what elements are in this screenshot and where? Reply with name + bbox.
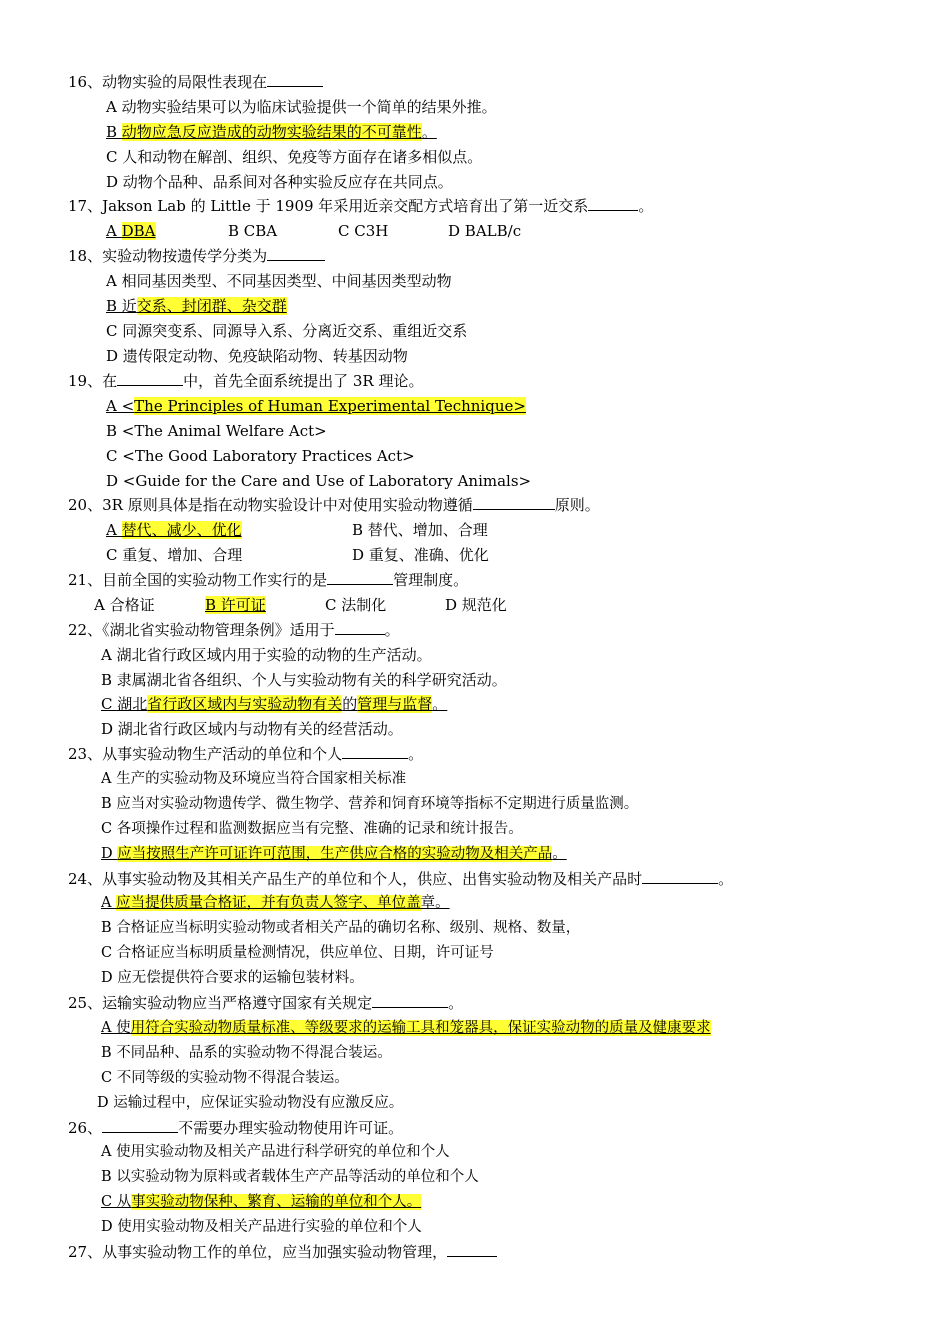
question-16 bbox=[68, 72, 323, 92]
q17-option-a: A DBA bbox=[106, 222, 156, 240]
highlighted-answer: DBA bbox=[121, 222, 156, 240]
answer-blank bbox=[102, 1118, 178, 1133]
question-stem: 18、实验动物按遗传学分类为 bbox=[68, 247, 268, 265]
q26-option-b: B 以实验动物为原料或者载体生产产品等活动的单位和个人 bbox=[101, 1169, 479, 1185]
q22-option-a: A 湖北省行政区域内用于实验的动物的生产活动。 bbox=[101, 646, 432, 664]
answer-blank bbox=[447, 1242, 497, 1257]
q16-option-b: B 动物应急反应造成的动物实验结果的不可靠性。 bbox=[106, 123, 437, 141]
q24-option-b: B 合格证应当标明实验动物或者相关产品的确切名称、级别、规格、数量， bbox=[101, 920, 581, 936]
q25-option-b: B 不同品种、品系的实验动物不得混合装运。 bbox=[101, 1045, 392, 1061]
question-18 bbox=[68, 246, 325, 266]
q19-option-b: B <The Animal Welfare Act> bbox=[106, 422, 327, 440]
q16-option-d: D 动物个品种、品系间对各种实验反应存在共同点。 bbox=[106, 173, 453, 191]
answer-blank bbox=[335, 620, 385, 635]
highlighted-answer: The Principles of Human Experimental Technique> bbox=[134, 397, 526, 415]
answer-blank bbox=[342, 744, 408, 759]
q21-option-a: A 合格证 bbox=[94, 596, 155, 614]
q16-option-a: A 动物实验结果可以为临床试验提供一个简单的结果外推。 bbox=[106, 98, 497, 116]
q19-option-d: D <Guide for the Care and Use of Laboratory Animals> bbox=[106, 472, 532, 490]
highlighted-answer: 省行政区域内与实验动物有关 bbox=[147, 695, 343, 713]
q20-option-b: B 替代、增加、合理 bbox=[352, 521, 488, 539]
question-stem: 17、Jakson Lab 的 Little 于 1909 年采用近亲交配方式培育出了第一近交系 bbox=[68, 197, 589, 215]
q17-option-d: D BALB/c bbox=[448, 222, 522, 240]
highlighted-answer: 替代、减少、优化 bbox=[121, 521, 242, 539]
q19-option-a: A <The Principles of Human Experimental Technique> bbox=[106, 397, 526, 415]
question-24: 24、从事实验动物及其相关产品生产的单位和个人，供应、出售实验动物及相关产品时 。 bbox=[68, 870, 734, 888]
q16-option-c: C 人和动物在解剖、组织、免疫等方面存在诸多相似点。 bbox=[106, 148, 483, 166]
answer-blank bbox=[267, 72, 323, 87]
q26-option-c: C 从事实验动物保种、繁育、运输的单位和个人。 bbox=[101, 1194, 422, 1210]
q25-option-a: A 使用符合实验动物质量标准、等级要求的运输工具和笼器具，保证实验动物的质量及健康要求 bbox=[101, 1020, 711, 1036]
question-26: 26、 不需要办理实验动物使用许可证。 bbox=[68, 1119, 404, 1137]
highlighted-answer: 应当按照生产许可证许可范围，生产供应合格的实验动物及相关产品 bbox=[117, 846, 553, 862]
q26-option-a: A 使用实验动物及相关产品进行科学研究的单位和个人 bbox=[101, 1144, 450, 1160]
q23-option-a: A 生产的实验动物及环境应当符合国家相关标准 bbox=[101, 771, 407, 787]
q25-option-c: C 不同等级的实验动物不得混合装运。 bbox=[101, 1070, 349, 1086]
highlighted-answer: B 许可证 bbox=[205, 596, 266, 614]
highlighted-answer: 事实验动物保种、繁育、运输的单位和个人。 bbox=[131, 1194, 422, 1210]
answer-blank bbox=[473, 495, 555, 510]
q22-option-d: D 湖北省行政区域内与动物有关的经营活动。 bbox=[101, 720, 403, 738]
answer-blank bbox=[117, 371, 183, 386]
q22-option-b: B 隶属湖北省各组织、个人与实验动物有关的科学研究活动。 bbox=[101, 671, 507, 689]
q20-option-c: C 重复、增加、合理 bbox=[106, 546, 243, 564]
answer-blank bbox=[372, 993, 448, 1008]
q23-option-c: C 各项操作过程和监测数据应当有完整、准确的记录和统计报告。 bbox=[101, 821, 523, 837]
question-17: 17、Jakson Lab 的 Little 于 1909 年采用近亲交配方式培育出了第一近交系 。 bbox=[68, 197, 654, 215]
question-stem: 16、动物实验的局限性表现在 bbox=[68, 73, 268, 91]
q18-option-c: C 同源突变系、同源导入系、分离近交系、重组近交系 bbox=[106, 322, 468, 340]
question-22: 22、《湖北省实验动物管理条例》适用于 。 bbox=[68, 621, 400, 639]
question-19: 19、在 中，首先全面系统提出了 3R 理论。 bbox=[68, 372, 424, 390]
question-23: 23、从事实验动物生产活动的单位和个人 。 bbox=[68, 745, 424, 763]
q19-option-c: C <The Good Laboratory Practices Act> bbox=[106, 447, 415, 465]
q24-option-c: C 合格证应当标明质量检测情况，供应单位、日期，许可证号 bbox=[101, 945, 494, 961]
question-20: 20、3R 原则具体是指在动物实验设计中对使用实验动物遵循 原则。 bbox=[68, 496, 600, 514]
highlighted-answer: 应当提供质量合格证，并有负责人签字、单位盖 bbox=[116, 895, 421, 911]
q17-option-c: C C3H bbox=[338, 222, 389, 240]
q21-option-c: C 法制化 bbox=[325, 596, 387, 614]
q25-option-d: D 运输过程中，应保证实验动物没有应激反应。 bbox=[97, 1095, 404, 1111]
q26-option-d: D 使用实验动物及相关产品进行实验的单位和个人 bbox=[101, 1219, 422, 1235]
question-21: 21、目前全国的实验动物工作实行的是 管理制度。 bbox=[68, 571, 469, 589]
q18-option-d: D 遗传限定动物、免疫缺陷动物、转基因动物 bbox=[106, 347, 408, 365]
answer-blank bbox=[327, 570, 393, 585]
question-27: 27、从事实验动物工作的单位，应当加强实验动物管理， bbox=[68, 1242, 497, 1262]
q23-option-b: B 应当对实验动物遗传学、微生物学、营养和饲育环境等指标不定期进行质量监测。 bbox=[101, 796, 639, 812]
q23-option-d: D 应当按照生产许可证许可范围，生产供应合格的实验动物及相关产品。 bbox=[101, 846, 567, 862]
answer-blank bbox=[642, 869, 718, 884]
highlighted-answer: 动物应急反应造成的动物实验结果的不可靠性 bbox=[121, 123, 422, 141]
q24-option-d: D 应无偿提供符合要求的运输包装材料。 bbox=[101, 970, 364, 986]
q20-option-a: A 替代、减少、优化 bbox=[106, 521, 242, 539]
q21-option-d: D 规范化 bbox=[445, 596, 507, 614]
question-25: 25、运输实验动物应当严格遵守国家有关规定 。 bbox=[68, 994, 464, 1012]
highlighted-answer: 交系、封闭群、杂交群 bbox=[136, 297, 287, 315]
q17-option-b: B CBA bbox=[228, 222, 278, 240]
answer-blank bbox=[267, 246, 325, 261]
q22-option-c: C 湖北省行政区域内与实验动物有关的管理与监督。 bbox=[101, 695, 448, 713]
highlighted-answer: 用符合实验动物质量标准、等级要求的运输工具和笼器具，保证实验动物的质量及健康要求 bbox=[130, 1020, 711, 1036]
highlighted-answer: 管理与监督 bbox=[357, 695, 433, 713]
answer-blank bbox=[588, 196, 638, 211]
q21-option-b bbox=[205, 595, 266, 615]
q20-option-d: D 重复、准确、优化 bbox=[352, 546, 489, 564]
q18-option-a: A 相同基因类型、不同基因类型、中间基因类型动物 bbox=[106, 272, 452, 290]
q24-option-a: A 应当提供质量合格证，并有负责人签字、单位盖章。 bbox=[101, 895, 450, 911]
q18-option-b: B 近交系、封闭群、杂交群 bbox=[106, 297, 287, 315]
